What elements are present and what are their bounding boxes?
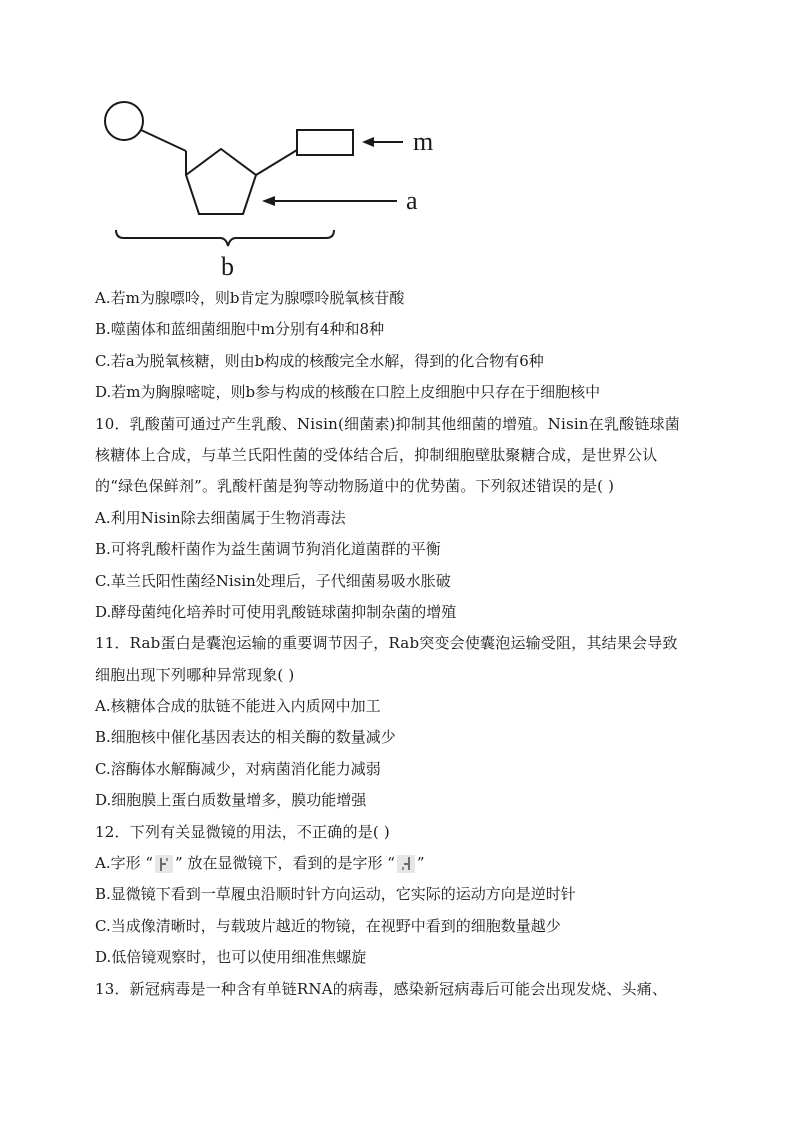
phosphate-circle (105, 102, 143, 140)
label-b: b (221, 252, 234, 281)
q10-option-a: A.利用Nisin除去细菌属于生物消毒法 (95, 508, 346, 527)
arrow-m-head (362, 137, 374, 147)
arrow-a-head (262, 196, 275, 206)
q12-option-b: B.显微镜下看到一草履虫沿顺时针方向运动，它实际的运动方向是逆时针 (95, 885, 576, 904)
q10-option-b: B.可将乳酸杆菌作为益生菌调节狗消化道菌群的平衡 (95, 540, 441, 559)
pentose-pentagon (186, 149, 256, 214)
question-text (95, 283, 705, 1005)
q13-stem-line-1: 13．新冠病毒是一种含有单链RNA的病毒，感染新冠病毒后可能会出现发烧、头痛、 (95, 979, 668, 998)
q11-option-c: C.溶酶体水解酶减少，对病菌消化能力减弱 (95, 759, 381, 778)
label-m: m (413, 127, 434, 156)
q9-option-d: D.若m为胸腺嘧啶，则b参与构成的核酸在口腔上皮细胞中只存在于细胞核中 (95, 383, 601, 402)
q12-stem: 12．下列有关显微镜的用法，不正确的是( ) (95, 822, 390, 841)
label-a: a (406, 186, 418, 215)
q11-option-b: B.细胞核中催化基因表达的相关酶的数量减少 (95, 728, 396, 747)
q11-stem-line-2: 细胞出现下列哪种异常现象( ) (95, 665, 295, 684)
q11-option-a: A.核糖体合成的肽链不能进入内质网中加工 (95, 697, 381, 716)
q12-option-c: C.当成像清晰时，与载玻片越近的物镜，在视野中看到的细胞数量越少 (95, 916, 561, 935)
q12-option-a-part3: ” (416, 854, 425, 873)
q9-option-a: A.若m为腺嘌呤，则b肯定为腺嘌呤脱氧核苷酸 (95, 289, 405, 307)
q12-option-a-part1: A.字形 “ (95, 854, 154, 873)
base-link (256, 150, 297, 175)
q12-option-a (95, 848, 705, 879)
q12-option-a-part2: ” 放在显微镜下，看到的是字形 “ (175, 854, 395, 873)
q10-stem-line-3: 的“绿色保鲜剂”。乳酸杆菌是狗等动物肠道中的优势菌。下列叙述错误的是( ) (95, 477, 615, 496)
q11-option-d: D.细胞膜上蛋白质数量增多，膜功能增强 (95, 791, 367, 810)
q11-stem-line-1: 11．Rab蛋白是囊泡运输的重要调节因子，Rab突变会使囊泡运输受阻，其结果会导致 (95, 634, 678, 653)
phosphate-link (141, 130, 186, 151)
q10-option-c: C.革兰氏阳性菌经Nisin处理后，子代细菌易吸水胀破 (95, 571, 451, 590)
brace-b (116, 230, 334, 246)
q9-option-b: B.噬菌体和蓝细菌细胞中m分别有4种和8种 (95, 320, 385, 339)
q10-stem-line-1: 10．乳酸菌可通过产生乳酸、Nisin(细菌素)抑制其他细菌的增殖。Nisin在乳酸链球菌 (95, 414, 680, 433)
letter-f-glyph-image (155, 855, 173, 873)
q10-option-d: D.酵母菌纯化培养时可使用乳酸链球菌抑制杂菌的增殖 (95, 602, 457, 621)
q9-option-c: C.若a为脱氧核糖，则由b构成的核酸完全水解，得到的化合物有6种 (95, 351, 544, 370)
base-rectangle (297, 130, 353, 155)
q10-stem-line-2: 核糖体上合成，与革兰氏阳性菌的受体结合后，抑制细胞壁肽聚糖合成，是世界公认 (95, 445, 658, 464)
nucleotide-diagram (0, 0, 794, 290)
q12-option-d: D.低倍镜观察时，也可以使用细准焦螺旋 (95, 948, 367, 967)
inverted-letter-glyph-image (397, 855, 415, 873)
